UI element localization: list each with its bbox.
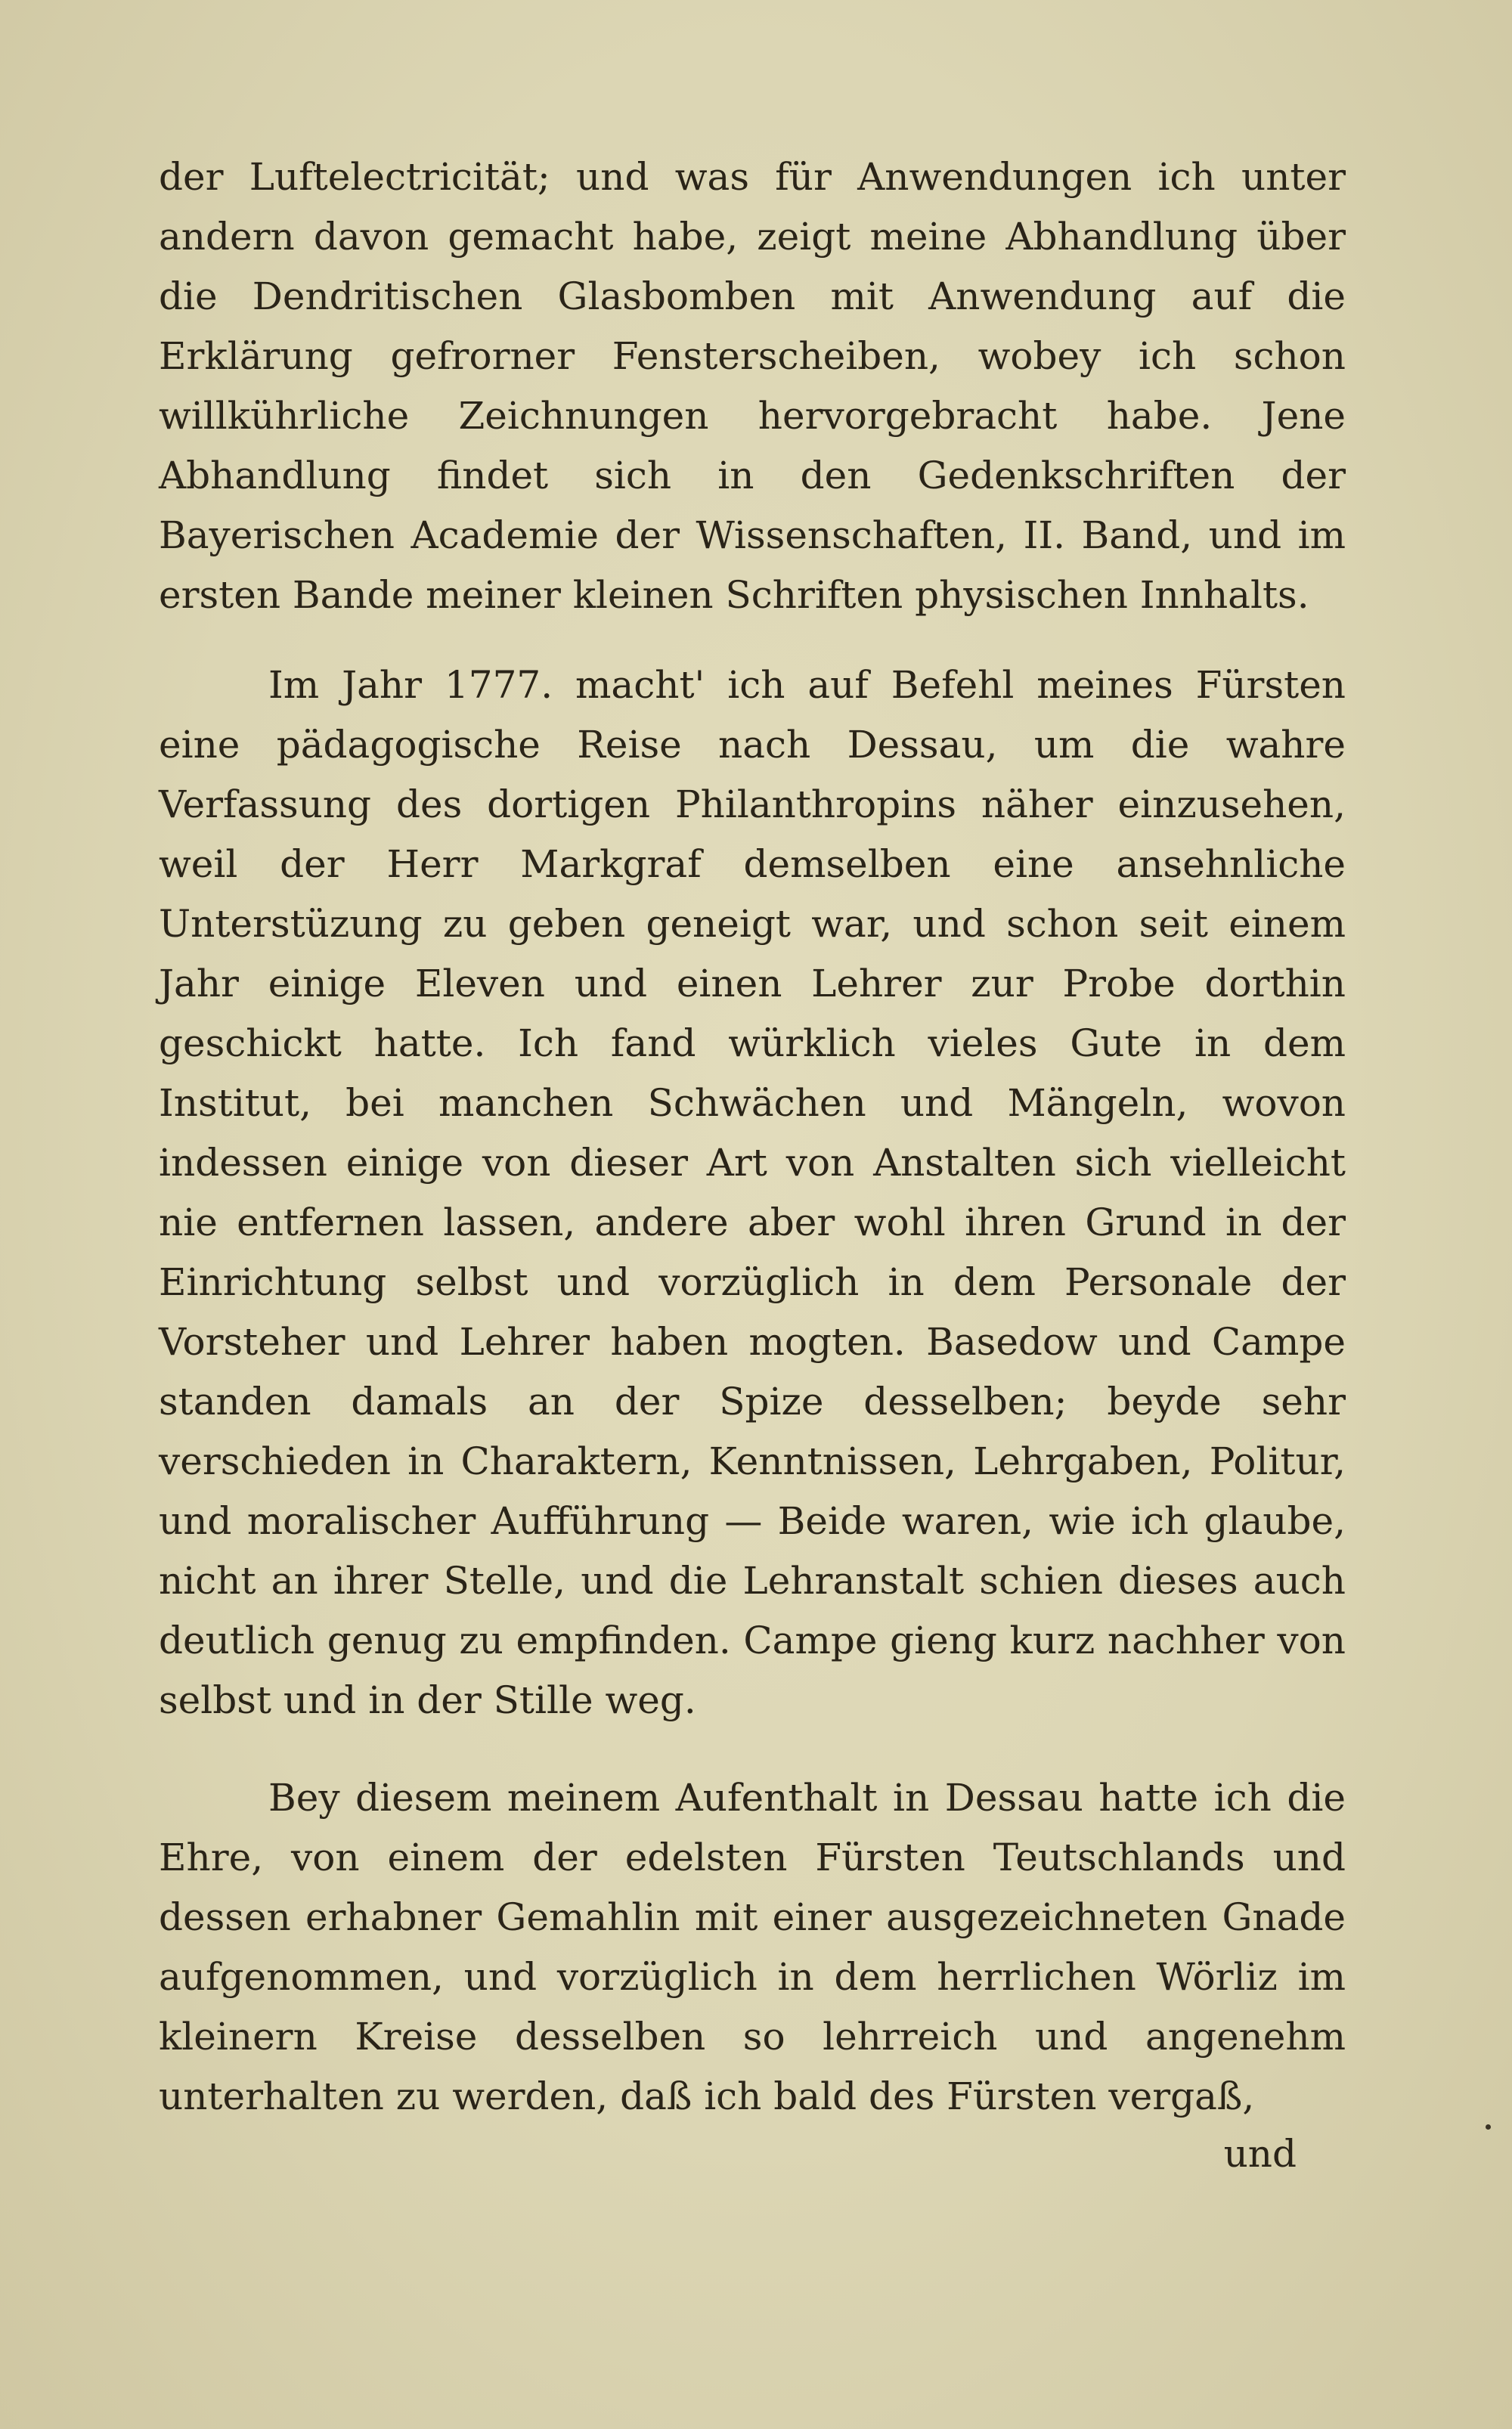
paragraph-3: Bey diesem meinem Aufenthalt in Dessau hatte ich die Ehre, von einem der edelsten Fürsten Teutschlands und dessen erhabner Gemahlin mit einer ausgezeichneten Gnade aufgenommen, und vorzüglich in dem herrlichen Wörliz im kleinern Kreise desselben so lehrreich und angenehm unterhalten zu werden, daß ich bald des Fürsten vergaß,: [159, 1776, 1346, 2118]
paragraph-1: der Luftelectricität; und was für Anwendungen ich unter andern davon gemacht habe, zeigt meine Abhandlung über die Dendritischen Glasbomben mit Anwendung auf die Erklärung gefrorner Fensterscheiben, wobey ich schon willkührliche Zeichnungen hervorgebracht habe. Jene Abhandlung findet sich in den Gedenkschriften der Bayerischen Academie der Wissenschaften, II. Band, und im ersten Bande meiner kleinen Schriften physischen Innhalts.: [159, 155, 1346, 617]
body-text: [159, 147, 1346, 2127]
paragraph-2: Im Jahr 1777. macht' ich auf Befehl meines Fürsten eine pädagogische Reise nach Dessau, um die wahre Verfassung des dortigen Philanthropins näher einzusehen, weil der Herr Markgraf demselben eine ansehnliche Unterstüzung zu geben geneigt war, und schon seit einem Jahr einige Eleven und einen Lehrer zur Probe dorthin geschickt hatte. Ich fand würklich vieles Gute in dem Institut, bei manchen Schwächen und Mängeln, wovon indessen einige von dieser Art von Anstalten sich vielleicht nie entfernen lassen, andere aber wohl ihren Grund in der Einrichtung selbst und vorzüglich in dem Personale der Vorsteher und Lehrer haben mogten. Basedow und Campe standen damals an der Spize desselben; beyde sehr verschieden in Charaktern, Kenntnissen, Lehrgaben, Politur, und moralischer Aufführung — Beide waren, wie ich glaube, nicht an ihrer Stelle, und die Lehranstalt schien dieses auch deutlich genug zu empfinden. Campe gieng kurz nachher von selbst und in der Stille weg.: [159, 663, 1346, 1722]
paper-spot: [1486, 2124, 1491, 2130]
catchword: und: [1223, 2132, 1297, 2176]
